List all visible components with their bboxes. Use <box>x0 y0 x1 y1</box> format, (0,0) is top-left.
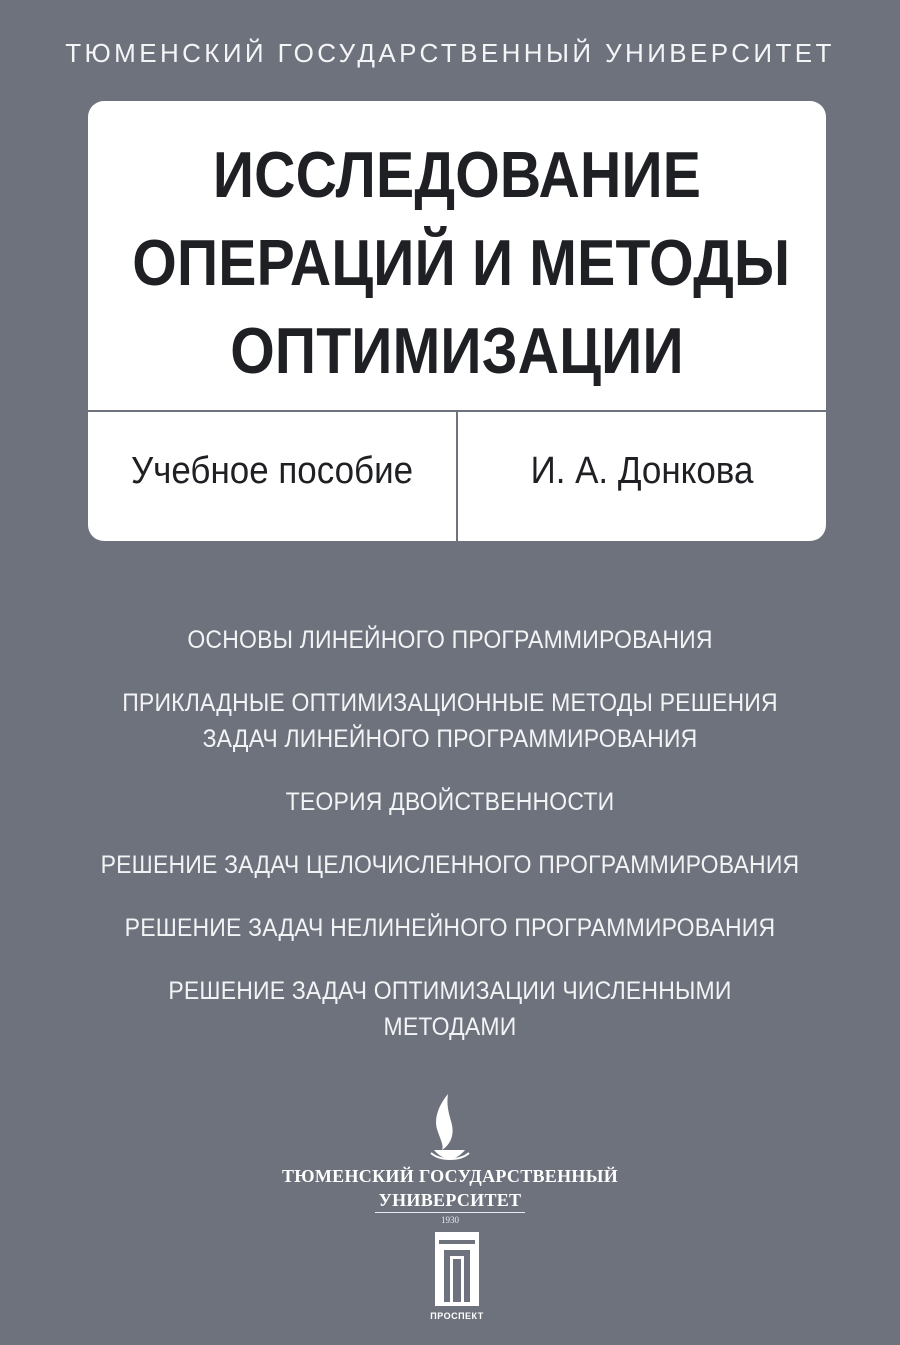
book-title <box>132 131 791 395</box>
book-type: Учебное пособие <box>130 450 414 492</box>
topics-list <box>0 622 900 1072</box>
book-title-line-1: ИССЛЕДОВАНИЕ <box>212 138 702 211</box>
topic-item: РЕШЕНИЕ ЗАДАЧ НЕЛИНЕЙНОГО ПРОГРАММИРОВАНИЯ <box>124 914 776 942</box>
topic-item: ПРИКЛАДНЫЕ ОПТИМИЗАЦИОННЫЕ МЕТОДЫ РЕШЕНИЯ ЗАДАЧ ЛИНЕЙНОГО ПРОГРАММИРОВАНИЯ <box>122 689 778 753</box>
university-logo <box>0 1092 900 1225</box>
topic-item: ОСНОВЫ ЛИНЕЙНОГО ПРОГРАММИРОВАНИЯ <box>187 626 713 654</box>
topic-item: РЕШЕНИЕ ЗАДАЧ ОПТИМИЗАЦИИ ЧИСЛЕННЫМИ МЕТОДАМИ <box>168 977 732 1041</box>
publisher-name: ПРОСПЕКТ <box>430 1311 484 1321</box>
publisher-logo <box>421 1232 493 1330</box>
title-card <box>88 101 826 541</box>
title-card-vertical-divider <box>456 410 458 541</box>
topic-item: ТЕОРИЯ ДВОЙСТВЕННОСТИ <box>285 788 615 816</box>
topic-item: РЕШЕНИЕ ЗАДАЧ ЦЕЛОЧИСЛЕННОГО ПРОГРАММИРОВАНИЯ <box>100 851 800 879</box>
university-logo-line-2: УНИВЕРСИТЕТ <box>378 1190 522 1210</box>
university-name: ТЮМЕНСКИЙ ГОСУДАРСТВЕННЫЙ УНИВЕРСИТЕТ <box>65 38 835 68</box>
author-name: И. А. Донкова <box>530 450 754 492</box>
university-logo-year: 1930 <box>441 1215 459 1225</box>
ship-sail-icon <box>420 1092 480 1162</box>
book-title-line-3: ОПТИМИЗАЦИИ <box>230 314 684 387</box>
archway-icon <box>435 1232 479 1306</box>
university-logo-underline <box>375 1212 525 1213</box>
book-title-line-2: ОПЕРАЦИЙ И МЕТОДЫ <box>132 226 791 299</box>
university-logo-line-1: ТЮМЕНСКИЙ ГОСУДАРСТВЕННЫЙ <box>282 1166 618 1186</box>
